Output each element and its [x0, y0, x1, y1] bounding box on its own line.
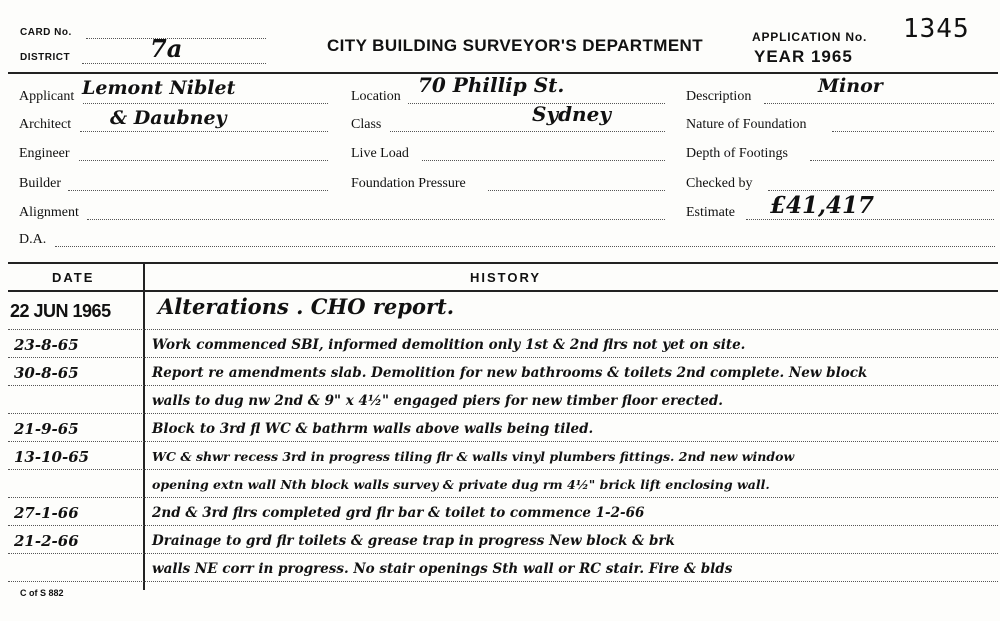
nature-of-foundation-line — [832, 131, 994, 132]
history-entry: WC & shwr recess 3rd in progress tiling flr & walls vinyl plumbers fittings. 2nd new window — [152, 449, 795, 464]
estimate-line — [746, 219, 994, 220]
district-line — [82, 63, 266, 64]
history-date: 27-1-66 — [14, 504, 79, 522]
date-column-header: DATE — [52, 270, 95, 285]
location-value: 70 Phillip St. — [418, 73, 565, 97]
foundation-pressure-label: Foundation Pressure — [351, 176, 466, 191]
history-entry: 2nd & 3rd flrs completed grd flr bar & toilet to commence 1-2-66 — [152, 505, 645, 521]
history-entry: Work commenced SBI, informed demolition only 1st & 2nd flrs not yet on site. — [152, 337, 746, 353]
history-entry: walls to dug nw 2nd & 9" x 4½" engaged piers for new timber floor erected. — [152, 393, 723, 409]
estimate-label: Estimate — [686, 205, 735, 220]
history-date: 13-10-65 — [14, 448, 90, 466]
builder-line — [68, 190, 328, 191]
description-line — [764, 103, 994, 104]
history-entry: Report re amendments slab. Demolition for new bathrooms & toilets 2nd complete. New block — [152, 365, 868, 381]
history-header-rule — [8, 290, 998, 292]
class-value: Sydney — [532, 102, 611, 126]
row-line — [8, 441, 998, 442]
history-top-rule — [8, 262, 998, 264]
history-entry: opening extn wall Nth block walls survey & private dug rm 4½" brick lift enclosing wall. — [152, 477, 770, 492]
live-load-label: Live Load — [351, 146, 409, 161]
da-label: D.A. — [19, 232, 47, 247]
row-line — [8, 329, 998, 330]
class-line — [390, 131, 665, 132]
engineer-label: Engineer — [19, 146, 70, 161]
alignment-label: Alignment — [19, 205, 79, 220]
row-line — [8, 553, 998, 554]
builder-label: Builder — [19, 176, 61, 191]
row-line — [8, 497, 998, 498]
history-date: 21-9-65 — [14, 420, 79, 438]
description-value: Minor — [818, 75, 883, 97]
history-date: 21-2-66 — [14, 532, 79, 550]
estimate-value: £41,417 — [770, 192, 875, 219]
architect-value: & Daubney — [110, 107, 227, 129]
class-label: Class — [351, 117, 382, 132]
history-column-header: HISTORY — [470, 270, 542, 285]
history-date: 23-8-65 — [14, 336, 79, 354]
application-number: 1345 — [903, 14, 970, 44]
description-label: Description — [686, 89, 752, 104]
depth-of-footings-label: Depth of Footings — [686, 146, 788, 161]
da-line — [55, 246, 995, 247]
architect-line — [80, 131, 328, 132]
applicant-label: Applicant — [19, 89, 75, 104]
live-load-line — [422, 160, 665, 161]
district-label: DISTRICT — [20, 52, 71, 63]
history-entry: Drainage to grd flr toilets & grease trap in progress New block & brk — [152, 533, 675, 549]
depth-of-footings-line — [810, 160, 994, 161]
applicant-line — [83, 103, 328, 104]
history-date: 22 JUN 1965 — [10, 301, 111, 321]
card-no-label: CARD No. — [20, 27, 72, 38]
row-line — [8, 469, 998, 470]
checked-by-label: Checked by — [686, 176, 753, 191]
checked-by-line — [768, 190, 994, 191]
nature-of-foundation-label: Nature of Foundation — [686, 117, 807, 132]
application-number-label: APPLICATION No. — [752, 30, 868, 44]
row-line — [8, 385, 998, 386]
department-title: CITY BUILDING SURVEYOR'S DEPARTMENT — [327, 36, 704, 55]
history-entry: Alterations . CHO report. — [158, 294, 455, 319]
foundation-pressure-line — [488, 190, 665, 191]
history-entry: Block to 3rd fl WC & bathrm walls above walls being tiled. — [152, 421, 594, 437]
location-label: Location — [351, 89, 401, 104]
history-entry: walls NE corr in progress. No stair openings Sth wall or RC stair. Fire & blds — [152, 561, 733, 577]
year-label: YEAR 1965 — [754, 47, 853, 66]
row-line — [8, 413, 998, 414]
engineer-line — [79, 160, 328, 161]
applicant-value: Lemont Niblet — [82, 77, 236, 99]
history-date: 30-8-65 — [14, 364, 79, 382]
form-code: C of S 882 — [20, 588, 64, 598]
row-line — [8, 357, 998, 358]
district-value: 7a — [150, 34, 183, 63]
architect-label: Architect — [19, 117, 72, 132]
row-line — [8, 581, 998, 582]
alignment-line — [87, 219, 665, 220]
date-column-divider — [143, 262, 145, 590]
row-line — [8, 525, 998, 526]
